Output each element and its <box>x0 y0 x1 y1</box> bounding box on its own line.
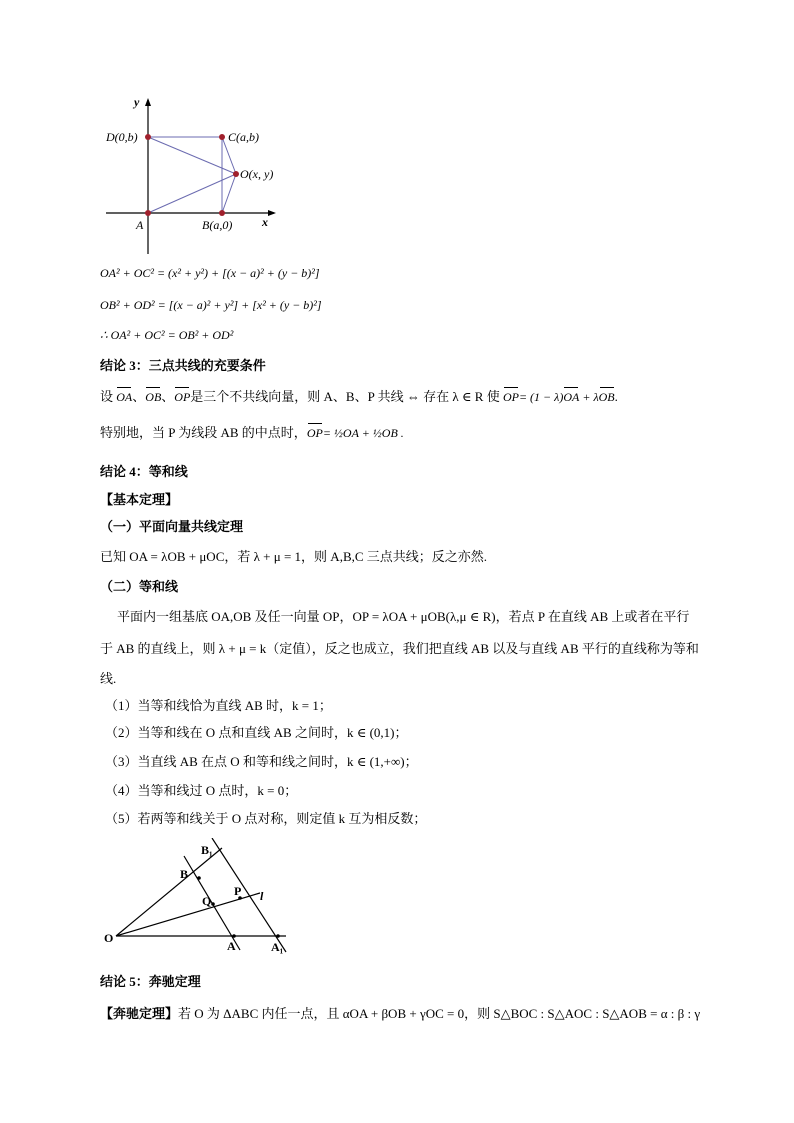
list-item: （4）当等和线过 O 点时，k = 0； <box>105 783 298 798</box>
collinear-theorem-text: 已知 OA = λOB + μOC，若 λ + μ = 1，则 A,B,C 三点共线；反之亦然. <box>100 549 488 564</box>
x-axis-label: x <box>262 215 268 229</box>
equal-sum-para-line1: 平面内一组基底 OA,OB 及任一向量 OP，OP = λOA + μOB(λ,μ ∈ R)，若点 P 在直线 AB 上或者在平行 <box>117 609 690 624</box>
conclusion-3-heading: 结论 3：三点共线的充要条件 <box>100 358 266 373</box>
conclusion-5-heading: 结论 5：奔驰定理 <box>100 974 201 989</box>
conclusion-3-line1: 设 OA、OB、OP是三个不共线向量，则 A、B、P 共线 ⇔ 存在 λ ∈ R 使 OP= (1 − λ)OA + λOB. <box>100 389 618 404</box>
list-item: （1）当等和线恰为直线 AB 时，k = 1； <box>105 698 332 713</box>
point-d-label: D(0,b) <box>106 130 138 144</box>
point-o-label: O <box>104 931 114 945</box>
point-a1-label: A₁ <box>271 940 284 954</box>
point-b1-label: B₁ <box>201 843 213 857</box>
figure-coordinate-square <box>100 92 290 257</box>
figure-equal-sum-lines <box>100 838 300 960</box>
formula-conclusion: ∴ OA² + OC² = OB² + OD² <box>100 328 234 342</box>
equal-sum-para-line2: 于 AB 的直线上，则 λ + μ = k（定值），反之也成立，我们把直线 AB 以及与直线 AB 平行的直线称为等和 <box>100 641 699 656</box>
list-item: （3）当直线 AB 在点 O 和等和线之间时，k ∈ (1,+∞)； <box>105 754 418 769</box>
point-c-label: C(a,b) <box>228 130 259 144</box>
conclusion-4-heading: 结论 4：等和线 <box>100 464 188 479</box>
y-axis-label: y <box>134 95 140 109</box>
point-q-label: Q <box>202 894 212 908</box>
point-b-label: B(a,0) <box>202 218 233 232</box>
vector-op: OP <box>174 390 191 404</box>
formula-ob-od: OB² + OD² = [(x − a)² + y²] + [x² + (y − b)²] <box>100 298 322 312</box>
vector-oa: OA <box>116 390 133 404</box>
formula-oa-oc: OA² + OC² = (x² + y²) + [(x − a)² + (y − b)²] <box>100 266 320 280</box>
conclusion-3-line2: 特别地，当 P 为线段 AB 的中点时，OP= ½OA + ½OB . <box>100 425 404 440</box>
equal-sum-para-line3: 线. <box>100 671 117 686</box>
list-item: （2）当等和线在 O 点和直线 AB 之间时，k ∈ (0,1)； <box>105 725 408 740</box>
equal-sum-line-heading: （二）等和线 <box>100 579 179 594</box>
point-p-label: P <box>234 884 242 898</box>
point-o-label: O(x, y) <box>240 167 274 181</box>
point-a-label: A <box>227 939 236 953</box>
line-l-label: l <box>260 889 264 903</box>
benz-theorem-line: 【奔驰定理】若 O 为 ΔABC 内任一点，且 αOA + βOB + γOC = 0，则 S△BOC : S△AOC : S△AOB = α : β : γ <box>100 1006 701 1021</box>
list-item: （5）若两等和线关于 O 点对称，则定值 k 互为相反数； <box>105 811 427 826</box>
point-b-label: B <box>180 867 189 881</box>
point-a-label: A <box>136 218 144 232</box>
collinear-theorem-heading: （一）平面向量共线定理 <box>100 519 244 534</box>
basic-theorem-heading: 【基本定理】 <box>100 492 179 507</box>
vector-ob: OB <box>145 390 162 404</box>
